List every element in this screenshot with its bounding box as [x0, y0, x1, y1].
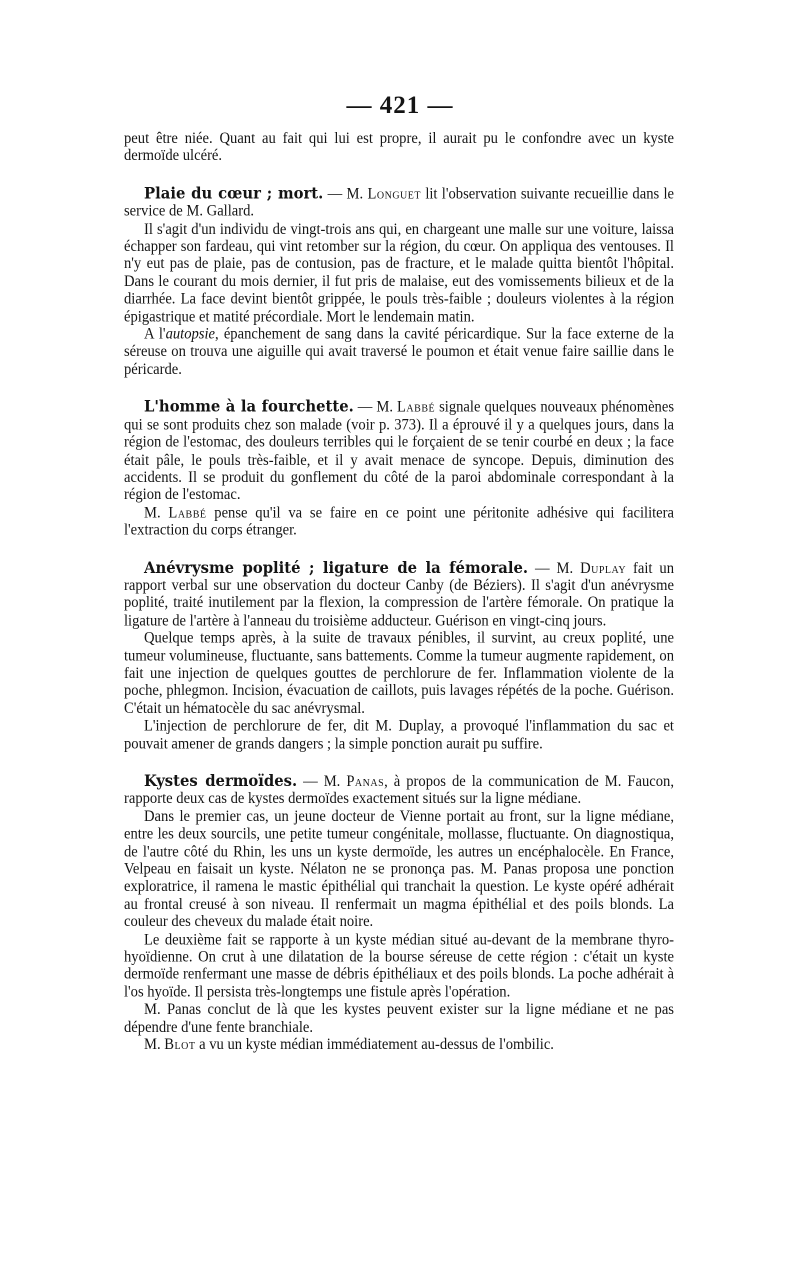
text-fragment: A l' — [144, 325, 166, 343]
paragraph-text: fait un rapport verbal sur une observation du docteur Canby (de Béziers). Il s'agit d'un anévrysme poplité, traité inutilement par la flexion, la compression de l'artère fémorale. On pratique la ligature de l'artère à l'anneau du troisième adducteur. Guérison en vingt-cinq jours. — [124, 559, 675, 630]
section-homme-fourchette — [124, 399, 674, 504]
paragraph-autopsie — [124, 326, 674, 379]
paragraph-text: signale quelques nouveaux phénomènes qui se sont produits chez son malade (voir p. 373). Il a éprouvé il y a quelques jours, dans la région de l'estomac, des douleurs terribles qui le forçaient de se tenir courbé en deux ; la face était pâle, le pouls très-faible, et il y avait menace de syncope. Depuis, diminution des accidents. Il se produit du gonflement du côté de la paroi abdominale correspondant à la région de l'estomac. — [124, 398, 674, 504]
paragraph: L'injection de perchlorure de fer, dit M. Duplay, a provoqué l'inflammation du sac et pouvait amener de grands dangers ; la simple ponction aurait pu suffire. — [124, 717, 674, 753]
section-heading: Kystes dermoïdes. — [144, 772, 298, 791]
text-fragment: a vu un kyste médian immédiatement au-dessus de l'ombilic. — [195, 1036, 554, 1054]
author-name: Panas — [346, 773, 385, 791]
paragraph — [124, 1036, 674, 1054]
author-name: Duplay — [580, 559, 627, 577]
author-name: Labbé — [168, 504, 207, 522]
paragraph-text: , à propos de la communication de M. Faucon, rapporte deux cas de kystes dermoïdes exactement situés sur la ligne médiane. — [124, 773, 674, 808]
author-name: Longuet — [367, 185, 421, 203]
heading-dash: — M. — [353, 398, 398, 416]
section-heading: L'homme à la fourchette. — [144, 397, 354, 416]
paragraph: Il s'agit d'un individu de vingt-trois ans qui, en chargeant une malle sur une voiture, laissa échapper son fardeau, qui vint retomber sur la région, du cœur. On appliqua des ventouses. Il n'y eut pas de plaie, pas de contusion, pas de fracture, et le malade quitta bientôt l'hôpital. Dans le courant du mois dernier, il fut pris de malaise, eut des vomissements bilieux et de la diarrhée. La face devint bientôt grippée, le pouls très-faible ; douleurs violentes à la région épigastrique et matité précordiale. Mort le lendemain matin. — [124, 220, 674, 326]
text-fragment: , épanchement de sang dans la cavité péricardique. Sur la face externe de la séreuse on trouva une aiguille qui avait traversé le poumon et était venue faire saillie dans le péricarde. — [124, 325, 674, 379]
paragraph-continuation: peut être niée. Quant au fait qui lui est propre, il aurait pu le confondre avec un kyste dermoïde ulcéré. — [124, 130, 674, 165]
paragraph: Dans le premier cas, un jeune docteur de Vienne portait au front, sur la ligne médiane, entre les deux sourcils, une petite tumeur congénitale, mollasse, fluctuante. On diagnostiqua, de l'autre côté du Rhin, les uns un kyste dermoïde, les autres un encéphalocèle. En France, Velpeau en faisait un kyste. Nélaton ne se prononça pas. M. Panas proposa une ponction exploratrice, il ramena le mastic épithélial qui tranchait la question. Le kyste opéré adhérait au frontal creusé à son niveau. Il renfermait un magma épithélial et des poils blonds. La couleur des cheveux du malade était noire. — [124, 808, 674, 931]
paragraph: M. Panas conclut de là que les kystes peuvent exister sur la ligne médiane et ne pas dépendre d'une fente branchiale. — [124, 1001, 674, 1036]
text-fragment: M. — [144, 1036, 165, 1054]
paragraph-text: lit l'observation suivante recueillie dans le service de M. Gallard. — [124, 185, 675, 221]
italic-term: autopsie — [165, 325, 216, 343]
paragraph: Quelque temps après, à la suite de travaux pénibles, il survint, au creux poplité, une tumeur volumineuse, fluctuante, sans battements. Comme la tumeur augmente rapidement, on fait une injection de quelques gouttes de perchlorure de fer. Inflammation violente de la poche, phlegmon. Incision, évacuation de caillots, puis lavages répétés de la poche. Guérison. C'était un hématocèle du sac anévrysmal. — [124, 629, 674, 718]
section-anevrysme-poplite — [124, 560, 674, 630]
author-name: Labbé — [397, 398, 436, 416]
heading-dash: — M. — [528, 559, 581, 577]
section-kystes-dermoides — [124, 773, 674, 808]
heading-dash: — M. — [323, 185, 368, 203]
text-fragment: pense qu'il va se faire en ce point une péritonite adhésive qui facilitera l'extraction du corps étranger. — [124, 504, 674, 539]
section-heading: Plaie du cœur ; mort. — [144, 184, 324, 203]
body-text — [124, 130, 674, 1054]
page-number: — 421 — — [346, 92, 454, 119]
author-name: Blot — [164, 1036, 196, 1054]
paragraph — [124, 504, 674, 539]
paragraph: Le deuxième fait se rapporte à un kyste médian situé au-devant de la membrane thyro-hyoïdienne. On crut à une dilatation de la bourse séreuse de cette région : c'était un kyste dermoïde renfermant une masse de débris épithéliaux et des poils blonds. La poche adhérait à l'os hyoïde. Il persista très-longtemps une fistule après l'opération. — [124, 931, 674, 1001]
heading-dash: — M. — [297, 773, 347, 791]
section-plaie-du-coeur — [124, 185, 674, 220]
section-heading: Anévrysme poplité ; ligature de la fémorale. — [144, 558, 529, 577]
text-fragment: M. — [144, 504, 169, 522]
